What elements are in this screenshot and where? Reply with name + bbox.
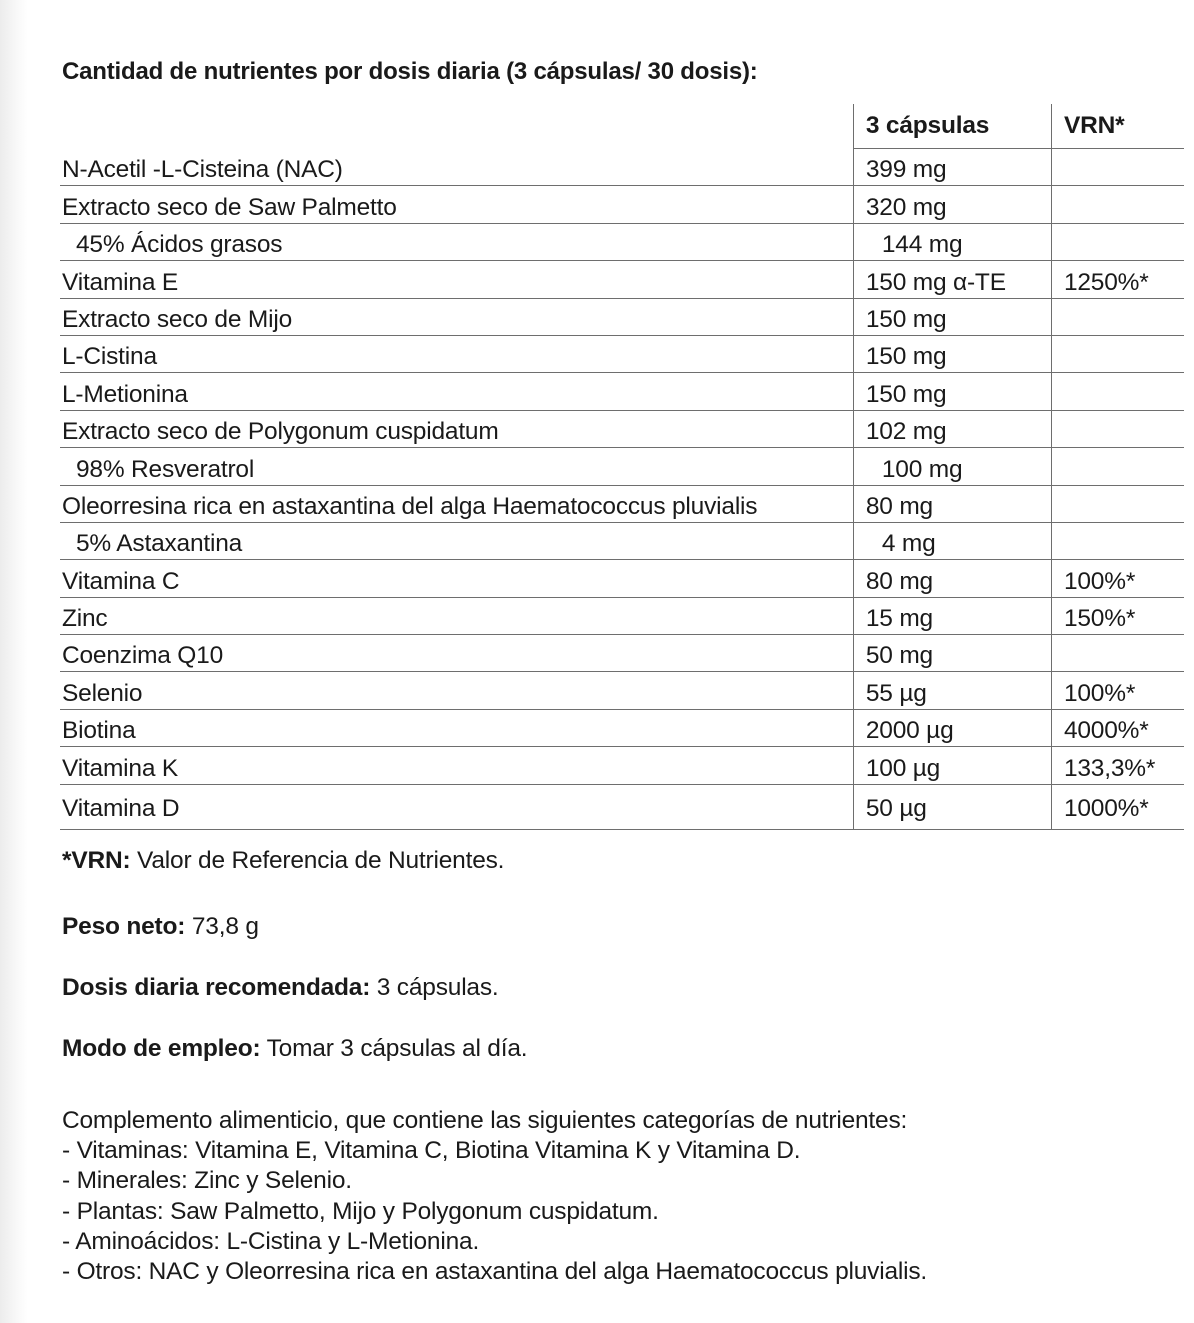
usage-label: Modo de empleo: — [62, 1035, 261, 1062]
header-amount: 3 cápsulas — [853, 104, 1051, 149]
composition-block — [62, 1106, 927, 1287]
nutrient-vrn: 150%* — [1051, 597, 1184, 634]
nutrient-amount: 4 mg — [853, 522, 1051, 559]
nutrient-name: Vitamina K — [60, 747, 853, 784]
nutrient-name: 98% Resveratrol — [60, 448, 853, 485]
composition-line: - Aminoácidos: L-Cistina y L-Metionina. — [62, 1227, 480, 1255]
nutrient-amount: 100 mg — [853, 448, 1051, 485]
nutrient-vrn — [1051, 335, 1184, 372]
nutrient-amount: 55 µg — [853, 672, 1051, 709]
nutrient-name: L-Metionina — [60, 373, 853, 410]
table-row — [60, 149, 1184, 186]
net-weight-label: Peso neto: — [62, 913, 186, 940]
table-row — [60, 261, 1184, 298]
nutrient-amount: 102 mg — [853, 410, 1051, 447]
daily-dose-text: 3 cápsulas. — [370, 974, 499, 1001]
table-row — [60, 373, 1184, 410]
nutrient-name: Extracto seco de Saw Palmetto — [60, 186, 853, 223]
vrn-note-text: Valor de Referencia de Nutrientes. — [130, 847, 505, 874]
table-row — [60, 635, 1184, 672]
nutrient-vrn — [1051, 448, 1184, 485]
nutrient-name: Biotina — [60, 709, 853, 746]
usage-text: Tomar 3 cápsulas al día. — [260, 1035, 528, 1062]
table-row — [60, 784, 1184, 829]
nutrient-name: 5% Astaxantina — [60, 522, 853, 559]
table-header-row — [60, 104, 1184, 149]
nutrient-amount: 2000 µg — [853, 709, 1051, 746]
composition-line: - Vitaminas: Vitamina E, Vitamina C, Biotina Vitamina K y Vitamina D. — [62, 1137, 801, 1165]
table-title: Cantidad de nutrientes por dosis diaria (3 cápsulas/ 30 dosis): — [62, 58, 758, 85]
nutrient-name: L-Cistina — [60, 335, 853, 372]
table-row — [60, 597, 1184, 634]
nutrient-vrn: 133,3%* — [1051, 747, 1184, 784]
nutrient-table — [60, 104, 1184, 830]
nutrient-name: Coenzima Q10 — [60, 635, 853, 672]
table-row — [60, 522, 1184, 559]
header-nutrient — [60, 104, 853, 149]
table-row — [60, 485, 1184, 522]
composition-line: - Minerales: Zinc y Selenio. — [62, 1167, 352, 1195]
nutrient-vrn — [1051, 635, 1184, 672]
nutrient-name: Oleorresina rica en astaxantina del alga Haematococcus pluvialis — [60, 485, 853, 522]
nutrient-name: Extracto seco de Polygonum cuspidatum — [60, 410, 853, 447]
nutrient-vrn: 1000%* — [1051, 784, 1184, 829]
nutrient-vrn — [1051, 522, 1184, 559]
nutrient-amount: 80 mg — [853, 485, 1051, 522]
nutrient-amount: 144 mg — [853, 223, 1051, 260]
nutrient-amount: 15 mg — [853, 597, 1051, 634]
composition-line: Complemento alimenticio, que contiene las siguientes categorías de nutrientes: — [62, 1107, 908, 1134]
nutrient-name: Vitamina D — [60, 784, 853, 829]
usage-instructions — [62, 1035, 527, 1063]
nutrient-amount: 50 µg — [853, 784, 1051, 829]
table-row — [60, 747, 1184, 784]
nutrient-name: N-Acetil -L-Cisteina (NAC) — [60, 149, 853, 186]
table-row — [60, 448, 1184, 485]
table-row — [60, 186, 1184, 223]
vrn-note-label: *VRN: — [62, 847, 131, 874]
nutrient-amount: 80 mg — [853, 560, 1051, 597]
nutrient-vrn — [1051, 298, 1184, 335]
nutrient-name: 45% Ácidos grasos — [60, 223, 853, 260]
nutrient-vrn: 1250%* — [1051, 261, 1184, 298]
daily-dose — [62, 974, 499, 1002]
composition-line: - Plantas: Saw Palmetto, Mijo y Polygonum cuspidatum. — [62, 1197, 659, 1225]
nutrient-amount: 150 mg α-TE — [853, 261, 1051, 298]
daily-dose-label: Dosis diaria recomendada: — [62, 974, 371, 1001]
nutrient-vrn: 100%* — [1051, 560, 1184, 597]
nutrient-name: Selenio — [60, 672, 853, 709]
table-row — [60, 410, 1184, 447]
page-edge-shadow — [0, 0, 28, 1323]
table-row — [60, 223, 1184, 260]
nutrient-vrn — [1051, 373, 1184, 410]
header-vrn: VRN* — [1051, 104, 1184, 149]
nutrient-name: Extracto seco de Mijo — [60, 298, 853, 335]
table-row — [60, 560, 1184, 597]
nutrient-amount: 150 mg — [853, 373, 1051, 410]
nutrient-vrn: 4000%* — [1051, 709, 1184, 746]
nutrient-amount: 320 mg — [853, 186, 1051, 223]
nutrient-name: Vitamina C — [60, 560, 853, 597]
nutrient-vrn — [1051, 223, 1184, 260]
nutrient-name: Vitamina E — [60, 261, 853, 298]
table-row — [60, 709, 1184, 746]
nutrient-vrn: 100%* — [1051, 672, 1184, 709]
nutrient-amount: 150 mg — [853, 335, 1051, 372]
net-weight-text: 73,8 g — [185, 913, 259, 940]
composition-line: - Otros: NAC y Oleorresina rica en astaxantina del alga Haematococcus pluvialis. — [62, 1258, 928, 1286]
vrn-note — [62, 847, 504, 875]
nutrient-vrn — [1051, 149, 1184, 186]
nutrient-amount: 100 µg — [853, 747, 1051, 784]
table-row — [60, 335, 1184, 372]
nutrient-vrn — [1051, 186, 1184, 223]
net-weight — [62, 913, 259, 941]
nutrient-name: Zinc — [60, 597, 853, 634]
nutrient-vrn — [1051, 410, 1184, 447]
nutrient-amount: 150 mg — [853, 298, 1051, 335]
table-row — [60, 298, 1184, 335]
nutrient-vrn — [1051, 485, 1184, 522]
nutrient-amount: 399 mg — [853, 149, 1051, 186]
nutrient-amount: 50 mg — [853, 635, 1051, 672]
table-row — [60, 672, 1184, 709]
